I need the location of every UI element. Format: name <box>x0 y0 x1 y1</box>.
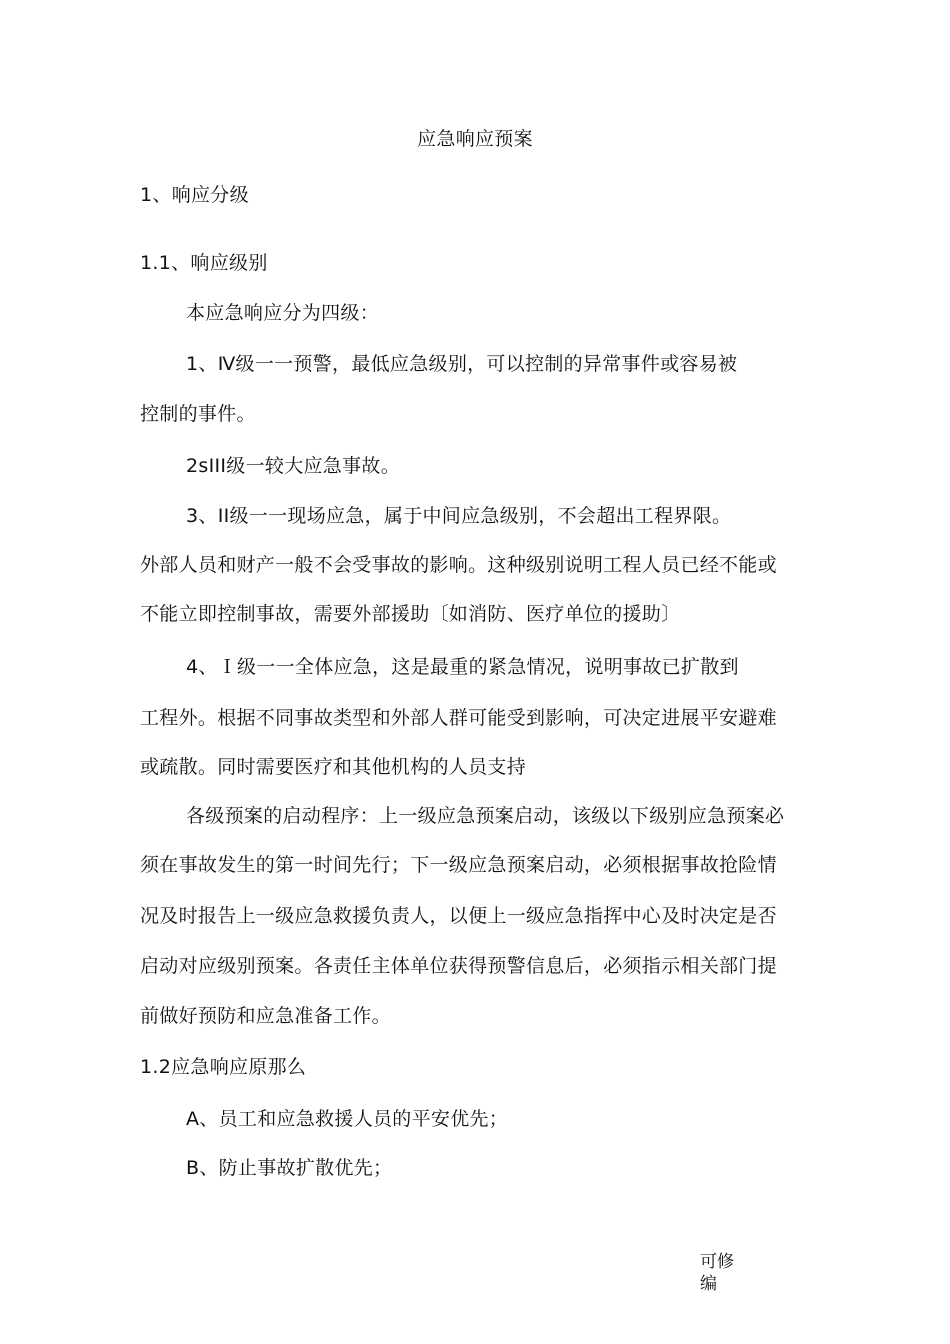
footer-note: 可修编 <box>700 1252 734 1294</box>
paragraph-line: 本应急响应分为四级： <box>186 302 380 324</box>
document-title: 应急响应预案 <box>417 128 533 150</box>
paragraph-line: 3、II级一一现场应急，属于中间应急级别，不会超出工程界限。 <box>186 505 732 527</box>
paragraph-line: 2sIII级一较大应急事故。 <box>186 455 400 477</box>
list-item: A、员工和应急救援人员的平安优先； <box>186 1108 509 1130</box>
section-heading-1-2: 1.2应急响应原那么 <box>140 1056 307 1078</box>
paragraph-line: 4、Ｉ级一一全体应急，这是最重的紧急情况，说明事故已扩散到 <box>186 656 739 678</box>
paragraph-line: 控制的事件。 <box>140 403 256 425</box>
paragraph-line: 工程外。根据不同事故类型和外部人群可能受到影响，可决定进展平安避难 <box>140 707 777 729</box>
paragraph-line: 须在事故发生的第一时间先行；下一级应急预案启动，必须根据事故抢险情 <box>140 854 777 876</box>
paragraph-line: 不能立即控制事故，需要外部援助〔如消防、医疗单位的援助〕 <box>140 603 681 625</box>
paragraph-line: 况及时报告上一级应急救援负责人，以便上一级应急指挥中心及时决定是否 <box>140 905 777 927</box>
paragraph-line: 前做好预防和应急准备工作。 <box>140 1005 391 1027</box>
paragraph-line: 或疏散。同时需要医疗和其他机构的人员支持 <box>140 756 527 778</box>
paragraph-line: 启动对应级别预案。各责任主体单位获得预警信息后，必须指示相关部门提 <box>140 955 777 977</box>
section-heading-1-1: 1.1、响应级别 <box>140 252 268 274</box>
paragraph-line: 外部人员和财产一般不会受事故的影响。这种级别说明工程人员已经不能或 <box>140 554 777 576</box>
list-item: B、防止事故扩散优先； <box>186 1157 393 1179</box>
section-heading-1: 1、响应分级 <box>140 184 249 206</box>
paragraph-line: 各级预案的启动程序：上一级应急预案启动，该级以下级别应急预案必 <box>186 805 785 827</box>
paragraph-line: 1、Ⅳ级一一预警，最低应急级别，可以控制的异常事件或容易被 <box>186 353 738 375</box>
